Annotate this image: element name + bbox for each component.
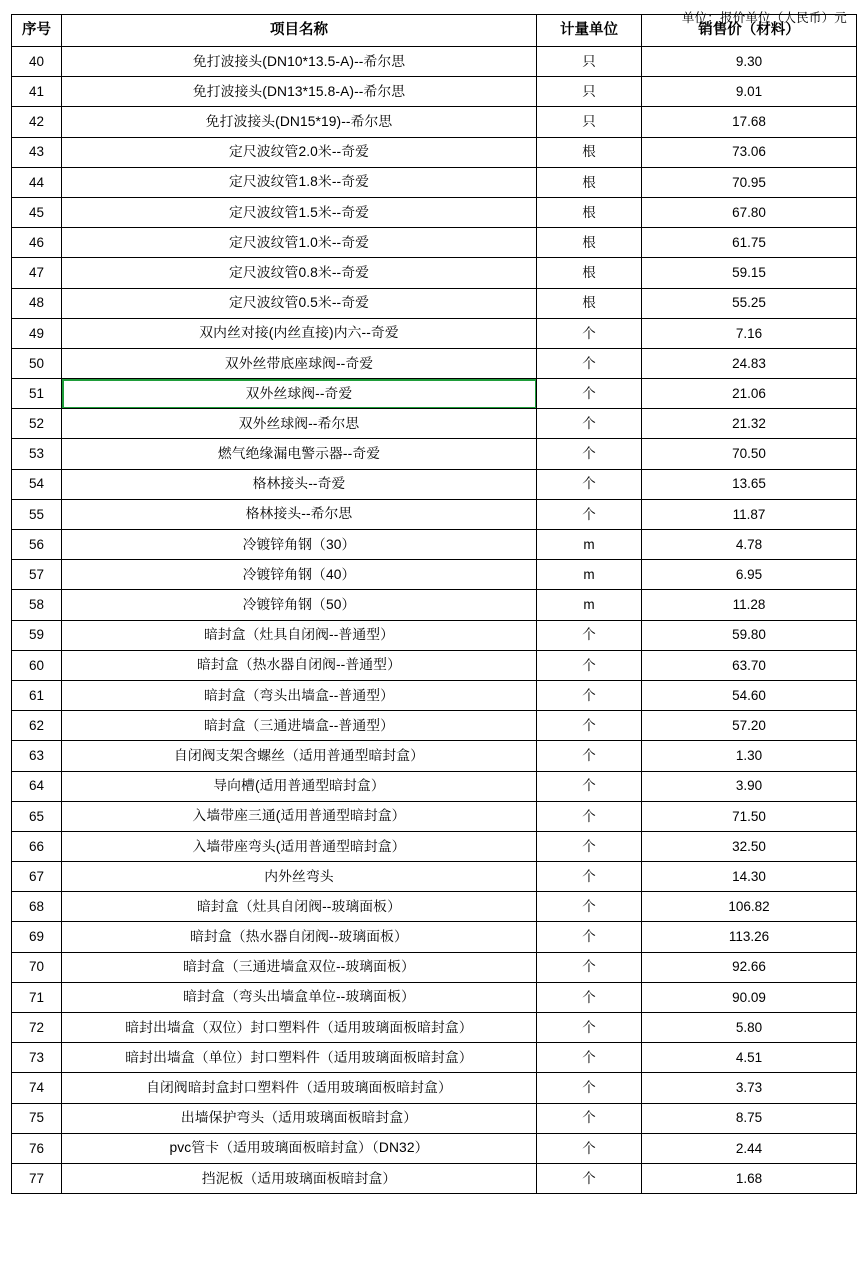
cell-no: 68 bbox=[12, 892, 62, 922]
cell-price: 13.65 bbox=[642, 469, 857, 499]
cell-no: 72 bbox=[12, 1013, 62, 1043]
cell-no: 66 bbox=[12, 831, 62, 861]
table-row bbox=[12, 107, 857, 137]
cell-name: 暗封出墙盒（双位）封口塑料件（适用玻璃面板暗封盒） bbox=[62, 1013, 537, 1043]
cell-no: 59 bbox=[12, 620, 62, 650]
cell-unit: 个 bbox=[537, 499, 642, 529]
cell-price: 54.60 bbox=[642, 680, 857, 710]
cell-no: 42 bbox=[12, 107, 62, 137]
table-row bbox=[12, 379, 857, 409]
table-row bbox=[12, 409, 857, 439]
cell-price: 11.28 bbox=[642, 590, 857, 620]
table-row bbox=[12, 771, 857, 801]
cell-no: 62 bbox=[12, 711, 62, 741]
cell-no: 45 bbox=[12, 197, 62, 227]
table-row bbox=[12, 560, 857, 590]
cell-unit: 个 bbox=[537, 409, 642, 439]
table-row bbox=[12, 1163, 857, 1193]
cell-price: 61.75 bbox=[642, 228, 857, 258]
cell-unit: 个 bbox=[537, 771, 642, 801]
cell-unit: m bbox=[537, 560, 642, 590]
cell-unit: 个 bbox=[537, 348, 642, 378]
table-row bbox=[12, 439, 857, 469]
cell-name: 暗封盒（弯头出墙盒--普通型） bbox=[62, 680, 537, 710]
cell-no: 43 bbox=[12, 137, 62, 167]
cell-no: 65 bbox=[12, 801, 62, 831]
table-row bbox=[12, 47, 857, 77]
cell-no: 56 bbox=[12, 530, 62, 560]
cell-name: 内外丝弯头 bbox=[62, 862, 537, 892]
cell-name: 暗封盒（弯头出墙盒单位--玻璃面板） bbox=[62, 982, 537, 1012]
cell-price: 1.30 bbox=[642, 741, 857, 771]
table-row bbox=[12, 318, 857, 348]
cell-price: 21.06 bbox=[642, 379, 857, 409]
cell-price: 11.87 bbox=[642, 499, 857, 529]
cell-price: 92.66 bbox=[642, 952, 857, 982]
cell-no: 71 bbox=[12, 982, 62, 1012]
table-row bbox=[12, 197, 857, 227]
table-row bbox=[12, 892, 857, 922]
cell-unit: 个 bbox=[537, 952, 642, 982]
cell-no: 48 bbox=[12, 288, 62, 318]
cell-unit: 根 bbox=[537, 167, 642, 197]
cell-no: 41 bbox=[12, 77, 62, 107]
cell-price: 67.80 bbox=[642, 197, 857, 227]
table-body bbox=[12, 47, 857, 1194]
table-row bbox=[12, 1043, 857, 1073]
cell-unit: 根 bbox=[537, 258, 642, 288]
cell-name: 出墙保护弯头（适用玻璃面板暗封盒） bbox=[62, 1103, 537, 1133]
cell-price: 3.90 bbox=[642, 771, 857, 801]
cell-unit: 个 bbox=[537, 1103, 642, 1133]
cell-name: 暗封盒（三通进墙盒--普通型） bbox=[62, 711, 537, 741]
cell-price: 3.73 bbox=[642, 1073, 857, 1103]
table-row bbox=[12, 952, 857, 982]
cell-price: 9.01 bbox=[642, 77, 857, 107]
cell-name: 免打波接头(DN13*15.8-A)--希尔思 bbox=[62, 77, 537, 107]
cell-no: 58 bbox=[12, 590, 62, 620]
cell-name: 自闭阀暗封盒封口塑料件（适用玻璃面板暗封盒） bbox=[62, 1073, 537, 1103]
cell-name: 免打波接头(DN15*19)--希尔思 bbox=[62, 107, 537, 137]
cell-name: 挡泥板（适用玻璃面板暗封盒） bbox=[62, 1163, 537, 1193]
cell-no: 64 bbox=[12, 771, 62, 801]
cell-no: 69 bbox=[12, 922, 62, 952]
table-row bbox=[12, 620, 857, 650]
cell-unit: 个 bbox=[537, 1163, 642, 1193]
cell-name: 定尺波纹管0.8米--奇爱 bbox=[62, 258, 537, 288]
cell-name: 冷镀锌角钢（30） bbox=[62, 530, 537, 560]
cell-name: 自闭阀支架含螺丝（适用普通型暗封盒） bbox=[62, 741, 537, 771]
cell-price: 59.80 bbox=[642, 620, 857, 650]
cell-price: 21.32 bbox=[642, 409, 857, 439]
cell-unit: 根 bbox=[537, 288, 642, 318]
cell-price: 4.78 bbox=[642, 530, 857, 560]
cell-no: 54 bbox=[12, 469, 62, 499]
cell-name: 暗封盒（热水器自闭阀--普通型） bbox=[62, 650, 537, 680]
cell-name: 暗封出墙盒（单位）封口塑料件（适用玻璃面板暗封盒） bbox=[62, 1043, 537, 1073]
cell-price: 73.06 bbox=[642, 137, 857, 167]
cell-unit: m bbox=[537, 530, 642, 560]
cell-no: 75 bbox=[12, 1103, 62, 1133]
cell-unit: 个 bbox=[537, 680, 642, 710]
cell-price: 17.68 bbox=[642, 107, 857, 137]
cell-price: 2.44 bbox=[642, 1133, 857, 1163]
cell-price: 32.50 bbox=[642, 831, 857, 861]
cell-price: 70.50 bbox=[642, 439, 857, 469]
cell-no: 44 bbox=[12, 167, 62, 197]
table-row bbox=[12, 741, 857, 771]
cell-price: 90.09 bbox=[642, 982, 857, 1012]
cell-unit: 个 bbox=[537, 801, 642, 831]
cell-unit: 个 bbox=[537, 862, 642, 892]
cell-name: 暗封盒（灶具自闭阀--玻璃面板） bbox=[62, 892, 537, 922]
table-row bbox=[12, 922, 857, 952]
table-row bbox=[12, 1103, 857, 1133]
table-row bbox=[12, 1073, 857, 1103]
cell-name: 格林接头--奇爱 bbox=[62, 469, 537, 499]
table-row bbox=[12, 228, 857, 258]
cell-unit: 个 bbox=[537, 318, 642, 348]
table-row bbox=[12, 711, 857, 741]
cell-price: 1.68 bbox=[642, 1163, 857, 1193]
cell-unit: 根 bbox=[537, 228, 642, 258]
table-row bbox=[12, 862, 857, 892]
cell-name: 定尺波纹管2.0米--奇爱 bbox=[62, 137, 537, 167]
cell-unit: 个 bbox=[537, 469, 642, 499]
table-row bbox=[12, 1013, 857, 1043]
cell-name: 导向槽(适用普通型暗封盒） bbox=[62, 771, 537, 801]
cell-name: 冷镀锌角钢（40） bbox=[62, 560, 537, 590]
cell-price: 8.75 bbox=[642, 1103, 857, 1133]
table-row bbox=[12, 167, 857, 197]
table-row bbox=[12, 77, 857, 107]
table-row bbox=[12, 590, 857, 620]
cell-name: 燃气绝缘漏电警示器--奇爱 bbox=[62, 439, 537, 469]
table-row bbox=[12, 650, 857, 680]
cell-no: 52 bbox=[12, 409, 62, 439]
cell-price: 5.80 bbox=[642, 1013, 857, 1043]
header-name: 项目名称 bbox=[62, 15, 537, 47]
cell-no: 53 bbox=[12, 439, 62, 469]
cell-name: 暗封盒（三通进墙盒双位--玻璃面板） bbox=[62, 952, 537, 982]
cell-name: 双外丝带底座球阀--奇爱 bbox=[62, 348, 537, 378]
table-row bbox=[12, 680, 857, 710]
cell-unit: 个 bbox=[537, 711, 642, 741]
cell-name: 冷镀锌角钢（50） bbox=[62, 590, 537, 620]
cell-price: 59.15 bbox=[642, 258, 857, 288]
cell-no: 67 bbox=[12, 862, 62, 892]
cell-price: 7.16 bbox=[642, 318, 857, 348]
cell-no: 50 bbox=[12, 348, 62, 378]
cell-unit: 个 bbox=[537, 982, 642, 1012]
cell-unit: 个 bbox=[537, 379, 642, 409]
cell-unit: 个 bbox=[537, 650, 642, 680]
cell-no: 77 bbox=[12, 1163, 62, 1193]
table-row bbox=[12, 1133, 857, 1163]
cell-name: 免打波接头(DN10*13.5-A)--希尔思 bbox=[62, 47, 537, 77]
cell-no: 49 bbox=[12, 318, 62, 348]
table-row bbox=[12, 258, 857, 288]
table-row bbox=[12, 137, 857, 167]
cell-no: 60 bbox=[12, 650, 62, 680]
cell-name: 双外丝球阀--希尔思 bbox=[62, 409, 537, 439]
cell-no: 55 bbox=[12, 499, 62, 529]
table-row bbox=[12, 831, 857, 861]
cell-unit: 个 bbox=[537, 922, 642, 952]
cell-name-highlighted: 双外丝球阀--奇爱 bbox=[62, 379, 537, 409]
cell-unit: m bbox=[537, 590, 642, 620]
cell-no: 46 bbox=[12, 228, 62, 258]
cell-name: 格林接头--希尔思 bbox=[62, 499, 537, 529]
cell-name: 双内丝对接(内丝直接)内六--奇爱 bbox=[62, 318, 537, 348]
cell-unit: 根 bbox=[537, 137, 642, 167]
cell-no: 70 bbox=[12, 952, 62, 982]
cell-unit: 只 bbox=[537, 47, 642, 77]
cell-price: 113.26 bbox=[642, 922, 857, 952]
cell-unit: 只 bbox=[537, 77, 642, 107]
cell-unit: 个 bbox=[537, 439, 642, 469]
cell-name: 定尺波纹管1.0米--奇爱 bbox=[62, 228, 537, 258]
cell-no: 74 bbox=[12, 1073, 62, 1103]
cell-price: 4.51 bbox=[642, 1043, 857, 1073]
cell-unit: 个 bbox=[537, 892, 642, 922]
unit-note: 单位：报价单位（人民币）元 bbox=[681, 11, 847, 25]
table-row bbox=[12, 348, 857, 378]
table-row bbox=[12, 801, 857, 831]
cell-unit: 个 bbox=[537, 1133, 642, 1163]
cell-no: 63 bbox=[12, 741, 62, 771]
cell-price: 9.30 bbox=[642, 47, 857, 77]
cell-price: 14.30 bbox=[642, 862, 857, 892]
cell-name: 暗封盒（热水器自闭阀--玻璃面板） bbox=[62, 922, 537, 952]
cell-price: 55.25 bbox=[642, 288, 857, 318]
header-no: 序号 bbox=[12, 15, 62, 47]
cell-price: 57.20 bbox=[642, 711, 857, 741]
cell-price: 71.50 bbox=[642, 801, 857, 831]
cell-no: 40 bbox=[12, 47, 62, 77]
cell-name: 入墙带座弯头(适用普通型暗封盒） bbox=[62, 831, 537, 861]
cell-no: 47 bbox=[12, 258, 62, 288]
cell-name: 暗封盒（灶具自闭阀--普通型） bbox=[62, 620, 537, 650]
cell-unit: 个 bbox=[537, 831, 642, 861]
cell-name: 定尺波纹管0.5米--奇爱 bbox=[62, 288, 537, 318]
price-table bbox=[11, 14, 857, 1194]
cell-unit: 根 bbox=[537, 197, 642, 227]
cell-name: 入墙带座三通(适用普通型暗封盒） bbox=[62, 801, 537, 831]
cell-unit: 个 bbox=[537, 620, 642, 650]
cell-no: 51 bbox=[12, 379, 62, 409]
table-row bbox=[12, 499, 857, 529]
cell-no: 57 bbox=[12, 560, 62, 590]
cell-price: 63.70 bbox=[642, 650, 857, 680]
cell-price: 106.82 bbox=[642, 892, 857, 922]
table-row bbox=[12, 982, 857, 1012]
header-unit: 计量单位 bbox=[537, 15, 642, 47]
cell-no: 61 bbox=[12, 680, 62, 710]
table-row bbox=[12, 530, 857, 560]
cell-no: 73 bbox=[12, 1043, 62, 1073]
cell-unit: 个 bbox=[537, 1073, 642, 1103]
header-price: 销售价（材料） bbox=[642, 15, 857, 47]
cell-unit: 个 bbox=[537, 1043, 642, 1073]
cell-unit: 个 bbox=[537, 1013, 642, 1043]
table-row bbox=[12, 469, 857, 499]
cell-price: 24.83 bbox=[642, 348, 857, 378]
cell-name: 定尺波纹管1.8米--奇爱 bbox=[62, 167, 537, 197]
cell-name: 定尺波纹管1.5米--奇爱 bbox=[62, 197, 537, 227]
cell-unit: 个 bbox=[537, 741, 642, 771]
document-page bbox=[0, 11, 865, 1272]
table-row bbox=[12, 288, 857, 318]
cell-unit: 只 bbox=[537, 107, 642, 137]
cell-price: 6.95 bbox=[642, 560, 857, 590]
cell-price: 70.95 bbox=[642, 167, 857, 197]
cell-name: pvc管卡（适用玻璃面板暗封盒）（DN32） bbox=[62, 1133, 537, 1163]
cell-no: 76 bbox=[12, 1133, 62, 1163]
